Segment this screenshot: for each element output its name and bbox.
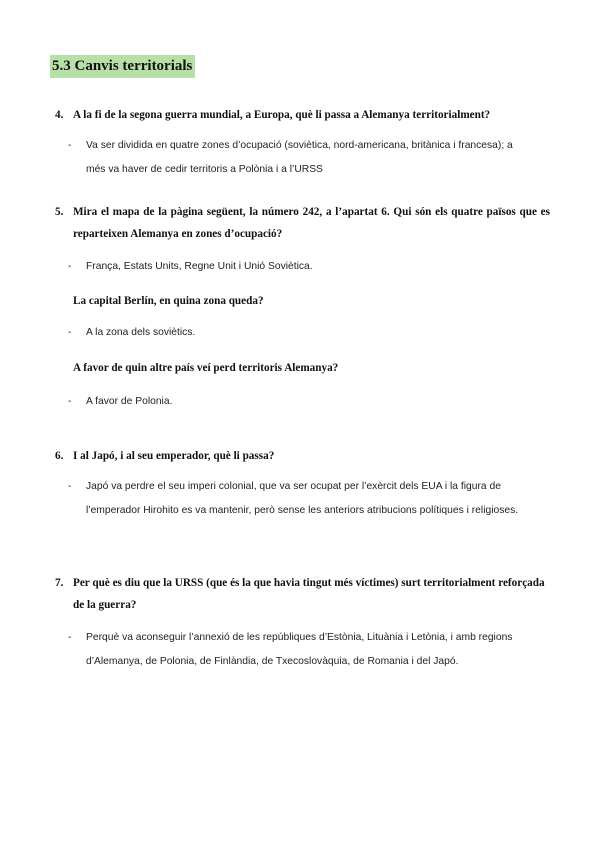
list-dash: - [68, 140, 72, 151]
list-dash: - [68, 396, 72, 407]
answer-berlin [68, 321, 528, 345]
list-dash: - [68, 327, 72, 338]
answer-text: Va ser dividida en quatre zones d’ocupació (soviètica, nord-americana, britànica i francesa); a més va haver de cedir territoris a Polònia i a l’URSS [86, 140, 513, 175]
list-dash: - [68, 261, 72, 272]
question-number: 6. [55, 450, 64, 462]
subquestion-berlin: La capital Berlín, en quina zona queda? [73, 295, 264, 307]
answer-4 [68, 134, 528, 182]
answer-7 [68, 626, 528, 674]
answer-text: Japó va perdre el seu imperi colonial, que va ser ocupat per l’exèrcit dels EUA i la figura de l’emperador Hirohito es va mantenir, però sense les anteriors atribucions polítiques i religioses. [86, 481, 519, 516]
question-text: I al Japó, i al seu emperador, què li passa? [73, 450, 275, 462]
question-7 [55, 572, 550, 616]
question-number: 5. [55, 206, 64, 218]
question-text: A la fi de la segona guerra mundial, a Europa, què li passa a Alemanya territorialment? [73, 109, 491, 121]
question-number: 4. [55, 109, 64, 121]
section-title: 5.3 Canvis territorials [50, 55, 195, 78]
question-text: Per què es diu que la URSS (que és la que havia tingut més víctimes) surt territorialment reforçada de la guerra? [73, 577, 545, 611]
answer-text: A la zona dels soviètics. [86, 327, 196, 338]
answer-text: A favor de Polonia. [86, 396, 173, 407]
answer-territories [68, 390, 528, 414]
answer-text: Perquè va aconseguir l’annexió de les repúbliques d’Estònia, Lituània i Letònia, i amb regions d’Alemanya, de Polonia, de Finlàndia, de Txecoslovàquia, de Romania i del Japó. [86, 632, 513, 667]
list-dash: - [68, 632, 72, 643]
answer-6 [68, 475, 528, 523]
question-5 [55, 201, 550, 245]
question-6 [55, 445, 550, 467]
subquestion-territories: A favor de quin altre país veí perd territoris Alemanya? [73, 362, 339, 374]
answer-text: França, Estats Units, Regne Unit i Unió Soviètica. [86, 261, 313, 272]
question-text: Mira el mapa de la pàgina següent, la número 242, a l’apartat 6. Qui són els quatre països que es reparteixen Alemanya en zones d’ocupació? [73, 206, 550, 240]
question-number: 7. [55, 577, 64, 589]
question-4 [55, 104, 550, 126]
list-dash: - [68, 481, 72, 492]
answer-5 [68, 255, 528, 279]
